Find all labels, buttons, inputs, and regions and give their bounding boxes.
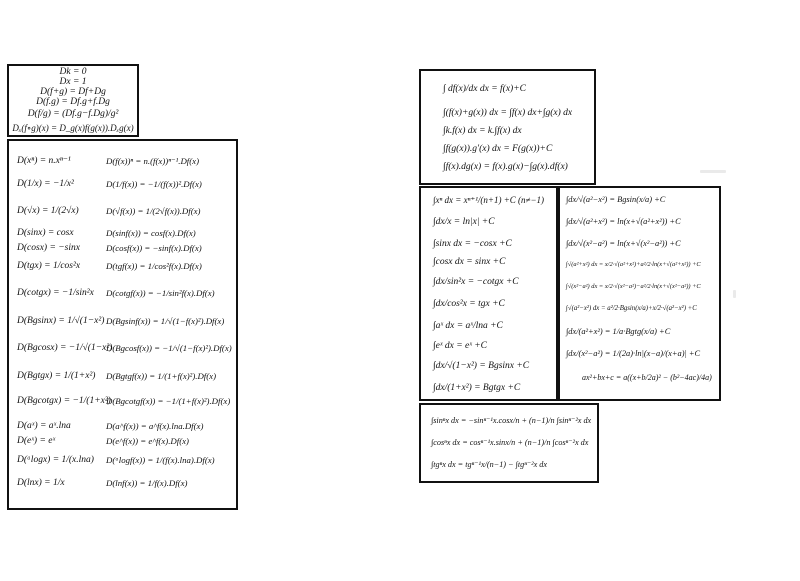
integral-formula: ∫dx/√(x²−a²) = ln(x+√(x²−a²)) +C bbox=[566, 239, 681, 248]
derivative-formula: D(Bgcotgx) = −1/(1+x²) bbox=[17, 396, 111, 406]
integral-formula: ∫√(x²−a²) dx = x/2·√(x²−a²)−a²/2·ln(x+√(x²−a²)) +C bbox=[566, 283, 701, 290]
integral-formula: ∫dx/(x²−a²) = 1/(2a)·ln|(x−a)/(x+a)| +C bbox=[566, 349, 701, 358]
integral-formula: ∫dx/cos²x = tgx +C bbox=[433, 299, 505, 309]
derivative-formula: D(cotgx) = −1/sin²x bbox=[17, 288, 94, 298]
rule-line: D(f/g) = (Df.g−f.Dg)/g² bbox=[27, 109, 119, 119]
derivative-formula: D(tgf(x)) = 1/cos²f(x).Df(x) bbox=[106, 261, 202, 271]
derivative-formula: D(aˣ) = aˣ.lna bbox=[17, 421, 71, 431]
derivative-formula: D(√x) = 1/(2√x) bbox=[17, 206, 79, 216]
derivative-formula: D(sinf(x)) = cosf(x).Df(x) bbox=[106, 228, 196, 238]
reduction-formula: ∫cosⁿx dx = cosⁿ⁻¹x.sinx/n + (n−1)/n ∫cosⁿ⁻²x dx bbox=[431, 438, 589, 447]
integral-formula: ∫dx/(a²+x²) = 1/a·Bgtg(x/a) +C bbox=[566, 327, 671, 336]
integral-formula: ∫sinx dx = −cosx +C bbox=[433, 239, 512, 249]
derivative-formula: D(Bgsinf(x)) = 1/√(1−f(x)²).Df(x) bbox=[106, 316, 225, 326]
derivative-formula: D(ᵃlogx) = 1/(x.lna) bbox=[17, 455, 94, 465]
rule-line: Dk = 0 bbox=[59, 67, 87, 77]
integral-formula: ∫dx/√(a²+x²) = ln(x+√(a²+x²)) +C bbox=[566, 217, 681, 226]
reduction-formula: ∫sinⁿx dx = −sinⁿ⁻¹x.cosx/n + (n−1)/n ∫sinⁿ⁻²x dx bbox=[431, 416, 592, 425]
integral-rule: ∫f(x).dg(x) = f(x).g(x)−∫g(x).df(x) bbox=[443, 162, 568, 172]
derivative-formula: D(f(x))ⁿ = n.(f(x))ⁿ⁻¹.Df(x) bbox=[106, 156, 199, 166]
reduction-formula: ∫tgⁿx dx = tgⁿ⁻¹x/(n−1) − ∫tgⁿ⁻²x dx bbox=[431, 460, 548, 469]
derivative-formula: D(tgx) = 1/cos²x bbox=[17, 261, 81, 271]
derivative-formula: D(Bgcotgf(x)) = −1/(1+f(x)²).Df(x) bbox=[106, 396, 231, 406]
derivative-formula: D(√f(x)) = 1/(2√f(x)).Df(x) bbox=[106, 206, 201, 216]
integral-formula: ∫cosx dx = sinx +C bbox=[433, 257, 506, 267]
basic-integrals-box bbox=[419, 186, 558, 401]
integral-formula: ∫eˣ dx = eˣ +C bbox=[433, 341, 488, 351]
derivative-table-box bbox=[7, 139, 238, 510]
integral-formula: ∫√(a²+x²) dx = x/2·√(a²+x²)+a²/2·ln(x+√(a²+x²)) +C bbox=[566, 261, 701, 268]
derivative-formula: D(Bgcosx) = −1/√(1−x²) bbox=[17, 343, 113, 353]
derivative-formula: D(lnf(x)) = 1/f(x).Df(x) bbox=[106, 478, 188, 488]
integral-rule: ∫(f(x)+g(x)) dx = ∫f(x) dx+∫g(x) dx bbox=[443, 108, 573, 118]
derivative-formula: D(xⁿ) = n.xⁿ⁻¹ bbox=[17, 156, 71, 166]
rule-line: D(f+g) = Df+Dg bbox=[40, 87, 106, 97]
derivative-formula: D(cosx) = −sinx bbox=[17, 243, 80, 253]
derivative-formula: D(1/f(x)) = −1/(f(x))².Df(x) bbox=[106, 179, 202, 189]
derivative-formula: D(Bgsinx) = 1/√(1−x²) bbox=[17, 316, 105, 326]
scan-speck bbox=[700, 170, 726, 173]
integral-rule: ∫ df(x)/dx dx = f(x)+C bbox=[443, 84, 526, 94]
integral-formula: ∫dx/sin²x = −cotgx +C bbox=[433, 277, 519, 287]
integral-rules-box bbox=[419, 69, 596, 185]
integral-formula: ∫dx/√(1−x²) = Bgsinx +C bbox=[433, 361, 530, 371]
rule-line: Dₓ(f∘g)(x) = D_g(x)f(g(x)).Dₓg(x) bbox=[12, 123, 134, 133]
advanced-integrals-box bbox=[558, 186, 721, 401]
derivative-formula: D(Bgtgx) = 1/(1+x²) bbox=[17, 371, 96, 381]
scan-speck bbox=[733, 290, 736, 298]
rule-line: D(f.g) = Df.g+f.Dg bbox=[36, 97, 110, 107]
integral-formula: ∫dx/(1+x²) = Bgtgx +C bbox=[433, 383, 521, 393]
derivative-formula: D(lnx) = 1/x bbox=[17, 478, 65, 488]
reduction-formulas-box bbox=[419, 403, 599, 483]
basic-derivative-rules-box bbox=[7, 64, 139, 137]
derivative-formula: D(eˣ) = eˣ bbox=[17, 436, 56, 446]
integral-formula: ∫dx/√(a²−x²) = Bgsin(x/a) +C bbox=[566, 195, 666, 204]
derivative-formula: D(cosf(x)) = −sinf(x).Df(x) bbox=[106, 243, 202, 253]
derivative-formula: D(cotgf(x)) = −1/sin²f(x).Df(x) bbox=[106, 288, 215, 298]
integral-rule: ∫k.f(x) dx = k.∫f(x) dx bbox=[443, 126, 522, 136]
integral-rule: ∫f(g(x)).g′(x) dx = F(g(x))+C bbox=[443, 144, 553, 154]
rule-line: Dx = 1 bbox=[59, 77, 87, 87]
integral-formula: ∫xⁿ dx = xⁿ⁺¹/(n+1) +C (n≠−1) bbox=[433, 195, 545, 205]
integral-formula: ∫√(a²−x²) dx = a²/2·Bgsin(x/a)+x/2·√(a²−x²) +C bbox=[566, 305, 697, 312]
integral-formula: ∫dx/x = ln|x| +C bbox=[433, 217, 495, 227]
derivative-formula: D(Bgcosf(x)) = −1/√(1−f(x)²).Df(x) bbox=[106, 343, 232, 353]
derivative-formula: D(a^f(x)) = a^f(x).lna.Df(x) bbox=[106, 421, 204, 431]
integral-formula: ∫aˣ dx = aˣ/lna +C bbox=[433, 321, 503, 331]
derivative-formula: D(sinx) = cosx bbox=[17, 228, 74, 238]
derivative-formula: D(e^f(x)) = e^f(x).Df(x) bbox=[106, 436, 189, 446]
derivative-formula: D(Bgtgf(x)) = 1/(1+f(x)²).Df(x) bbox=[106, 371, 217, 381]
derivative-formula: D(ᵃlogf(x)) = 1/(f(x).lna).Df(x) bbox=[106, 455, 215, 465]
quadratic-completion: ax²+bx+c = a((x+b/2a)² − (b²−4ac)/4a) bbox=[582, 373, 712, 382]
derivative-formula: D(1/x) = −1/x² bbox=[17, 179, 74, 189]
